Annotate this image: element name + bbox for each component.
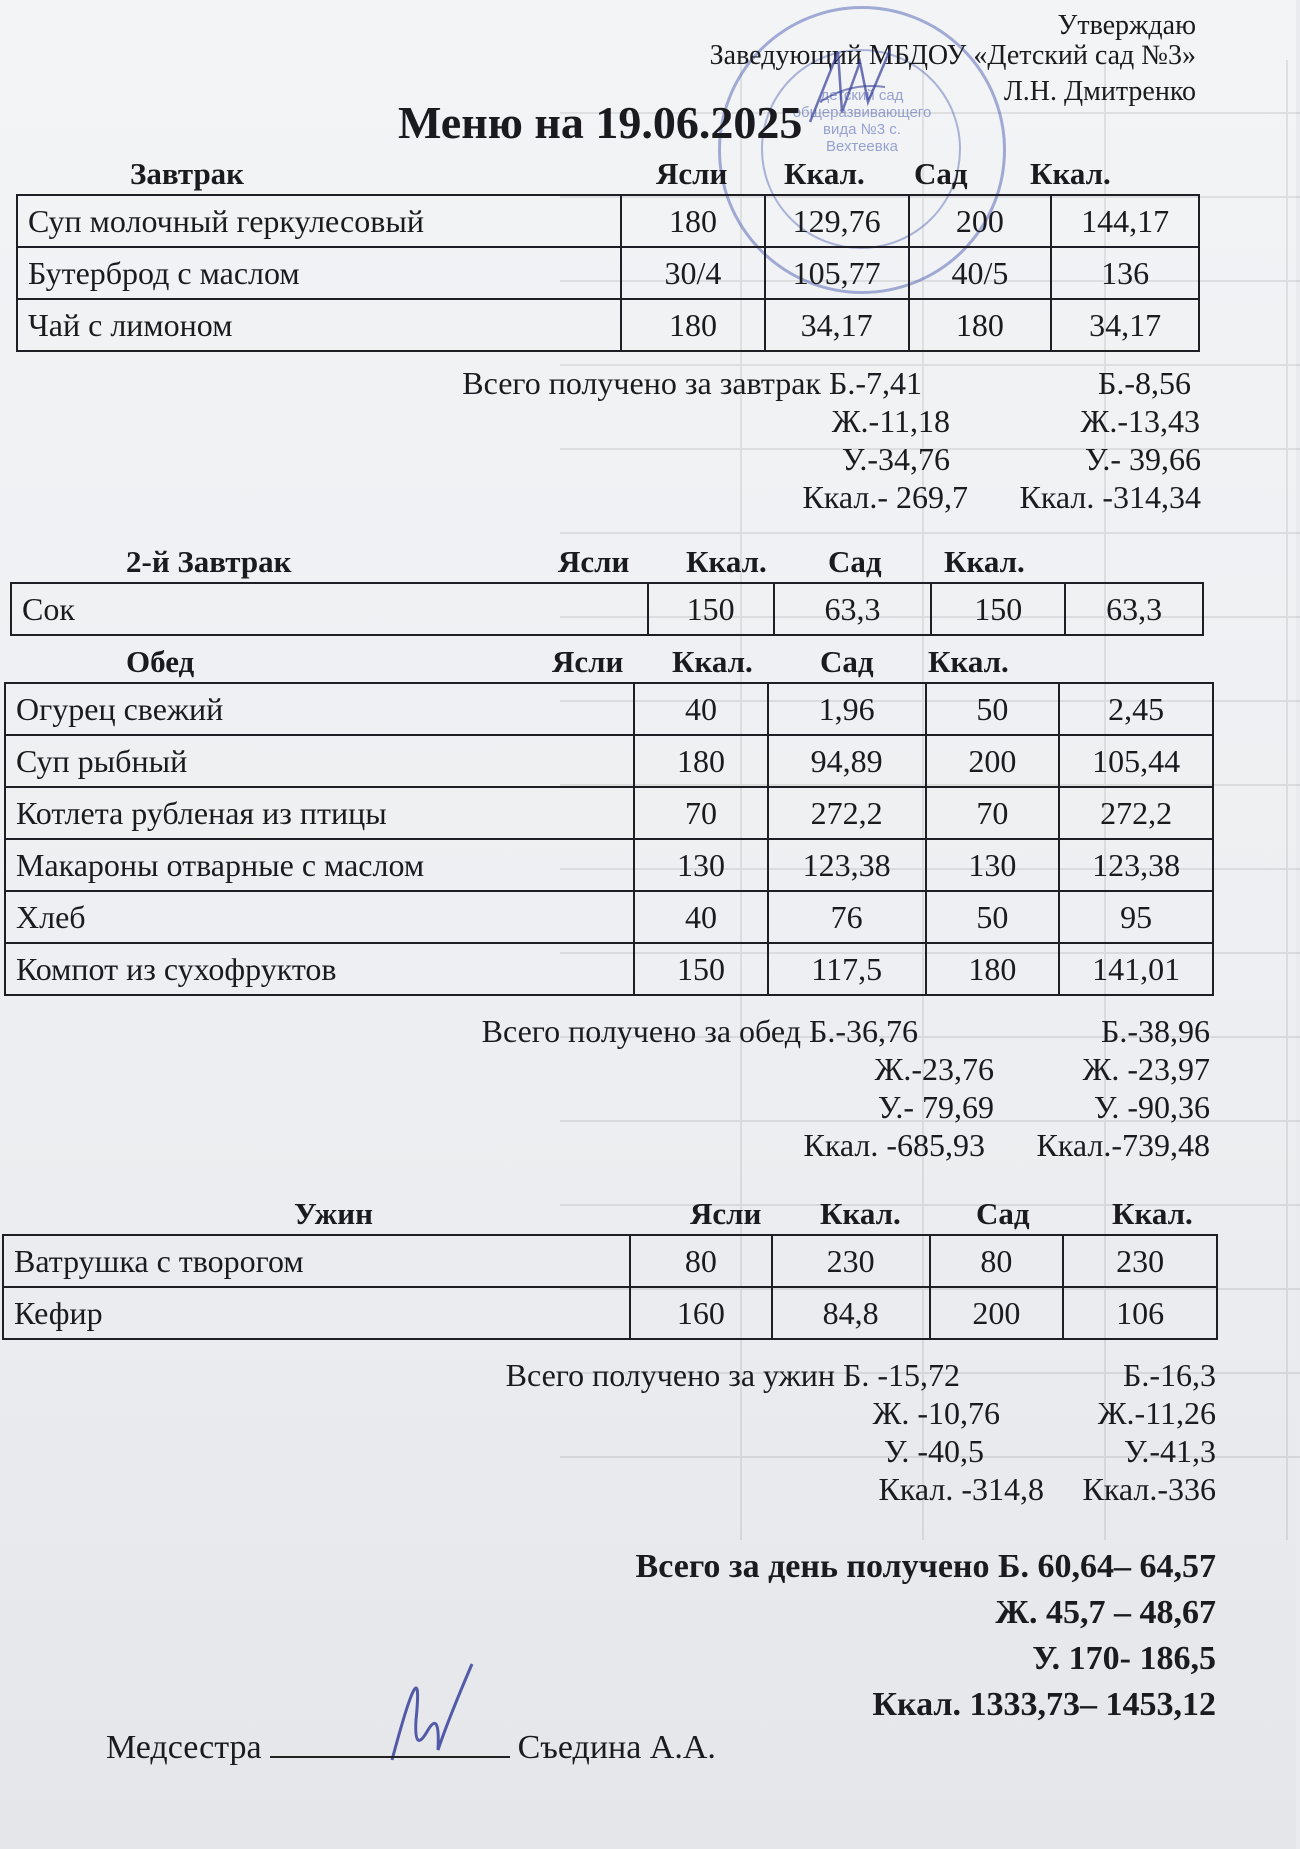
breakfast-totals [0,364,1200,516]
total-line: Ккал.- 269,7 [802,479,968,515]
sad-cell: 40/5 [909,247,1052,299]
menu-row [5,683,1213,735]
col-yasli: Ясли [656,156,728,191]
lunch-table [4,682,1214,996]
page-title: Меню на 19.06.2025 [398,97,803,148]
sad-cell: 180 [926,943,1060,995]
total-line: Ккал. -314,8 [878,1471,1044,1507]
day-total-line: Ж. 45,7 – 48,67 [995,1594,1216,1631]
col-yasli: Ясли [558,544,630,579]
breakfast2-header [0,544,1200,580]
col-kcal: Ккал. [928,644,1009,679]
total-line: Ккал.-336 [1082,1471,1216,1507]
kcal-sad-cell: 141,01 [1059,943,1213,995]
breakfast-table [16,194,1200,352]
menu-row [11,583,1203,635]
kcal-sad-cell: 230 [1063,1235,1217,1287]
lunch-totals [0,1012,1220,1164]
yasli-cell: 80 [630,1235,772,1287]
yasli-cell: 70 [634,787,768,839]
yasli-cell: 160 [630,1287,772,1339]
nurse-label: Медсестра [106,1729,262,1766]
dinner-header [0,1196,1230,1232]
menu-row [5,943,1213,995]
signature-line [270,1728,510,1758]
yasli-cell: 30/4 [621,247,765,299]
menu-row [17,195,1199,247]
total-line: У.- 79,69 [877,1089,994,1125]
kcal-sad-cell: 272,2 [1059,787,1213,839]
col-kcal: Ккал. [820,1196,901,1231]
col-kcal: Ккал. [784,156,865,191]
sad-cell: 200 [926,735,1060,787]
kcal-yasli-cell: 129,76 [765,195,909,247]
sad-cell: 50 [926,683,1060,735]
sad-cell: 180 [909,299,1052,351]
kcal-yasli-cell: 34,17 [765,299,909,351]
menu-row [5,735,1213,787]
section-title: 2-й Завтрак [126,544,292,579]
breakfast2-table [10,582,1204,636]
total-line: У.-34,76 [841,441,950,477]
kcal-sad-cell: 136 [1051,247,1199,299]
kcal-yasli-cell: 272,2 [768,787,926,839]
total-line: Б.-38,96 [1100,1013,1210,1049]
menu-row [3,1235,1217,1287]
yasli-cell: 150 [634,943,768,995]
nurse-name: Съедина А.А. [517,1729,716,1766]
yasli-cell: 180 [621,195,765,247]
sad-cell: 150 [931,583,1065,635]
menu-row [17,299,1199,351]
kcal-sad-cell: 144,17 [1051,195,1199,247]
day-total-line: У. 170- 186,5 [1032,1640,1216,1677]
total-line: У.- 39,66 [1084,441,1201,477]
menu-row [5,839,1213,891]
sad-cell: 200 [909,195,1052,247]
sad-cell: 70 [926,787,1060,839]
col-sad: Сад [976,1196,1030,1231]
yasli-cell: 40 [634,683,768,735]
kcal-sad-cell: 123,38 [1059,839,1213,891]
director-signature [790,42,900,132]
dinner-totals [0,1356,1230,1508]
section-title: Обед [126,644,195,679]
col-sad: Сад [820,644,874,679]
total-line: У. -90,36 [1093,1089,1210,1125]
total-line: Ккал. -314,34 [1019,479,1201,515]
approval-position: Заведующий МБДОУ «Детский сад №3» [709,40,1196,71]
day-total-line: Всего за день получено Б. 60,64– 64,57 [635,1548,1216,1585]
dinner-table [2,1234,1218,1340]
sad-cell: 80 [930,1235,1064,1287]
kcal-yasli-cell: 63,3 [774,583,932,635]
dish-cell: Суп молочный геркулесовый [17,195,621,247]
total-line: Ккал.-739,48 [1036,1127,1210,1163]
kcal-yasli-cell: 123,38 [768,839,926,891]
total-line: Ж.-23,76 [874,1051,994,1087]
kcal-yasli-cell: 117,5 [768,943,926,995]
total-line: Ккал. -685,93 [803,1127,985,1163]
col-kcal: Ккал. [1030,156,1111,191]
kcal-sad-cell: 63,3 [1065,583,1203,635]
total-line: Всего получено за завтрак Б.-7,41 [462,365,922,401]
dish-cell: Чай с лимоном [17,299,621,351]
sad-cell: 130 [926,839,1060,891]
total-line: У.-41,3 [1123,1433,1216,1469]
col-kcal: Ккал. [672,644,753,679]
dish-cell: Суп рыбный [5,735,634,787]
yasli-cell: 150 [648,583,774,635]
approval-name: Л.Н. Дмитренко [1003,76,1196,107]
total-line: Б.-8,56 [1097,365,1191,401]
yasli-cell: 130 [634,839,768,891]
total-line: Ж. -10,76 [872,1395,1000,1431]
total-line: Ж. -23,97 [1082,1051,1210,1087]
nurse-signoff [106,1728,716,1767]
total-line: Ж.-11,18 [831,403,950,439]
col-yasli: Ясли [690,1196,762,1231]
dish-cell: Макароны отварные с маслом [5,839,634,891]
approval-heading: Утверждаю [1057,10,1196,41]
day-total [636,1544,1216,1728]
day-total-line: Ккал. 1333,73– 1453,12 [872,1686,1216,1723]
total-line: Всего получено за ужин Б. -15,72 [505,1357,960,1393]
dish-cell: Ватрушка с творогом [3,1235,630,1287]
yasli-cell: 180 [621,299,765,351]
yasli-cell: 180 [634,735,768,787]
col-yasli: Ясли [552,644,624,679]
col-kcal: Ккал. [944,544,1025,579]
lunch-header [0,644,1200,680]
section-title: Завтрак [130,156,245,191]
dish-cell: Хлеб [5,891,634,943]
kcal-yasli-cell: 1,96 [768,683,926,735]
total-line: Всего получено за обед Б.-36,76 [481,1013,918,1049]
seal-text: детский сад общеразвивающего вида №3 с. Вехтеевка [792,87,932,155]
kcal-yasli-cell: 94,89 [768,735,926,787]
total-line: Ж.-11,26 [1097,1395,1216,1431]
menu-row [5,891,1213,943]
kcal-sad-cell: 34,17 [1051,299,1199,351]
kcal-sad-cell: 106 [1063,1287,1217,1339]
total-line: Ж.-13,43 [1080,403,1200,439]
kcal-yasli-cell: 84,8 [772,1287,930,1339]
col-sad: Сад [828,544,882,579]
total-line: Б.-16,3 [1122,1357,1216,1393]
menu-row [5,787,1213,839]
col-kcal: Ккал. [686,544,767,579]
kcal-sad-cell: 105,44 [1059,735,1213,787]
col-sad: Сад [914,156,968,191]
dish-cell: Кефир [3,1287,630,1339]
dish-cell: Котлета рубленая из птицы [5,787,634,839]
total-line: У. -40,5 [883,1433,984,1469]
kcal-yasli-cell: 105,77 [765,247,909,299]
dish-cell: Сок [11,583,648,635]
dish-cell: Компот из сухофруктов [5,943,634,995]
dish-cell: Огурец свежий [5,683,634,735]
yasli-cell: 40 [634,891,768,943]
breakfast-header [0,156,1200,192]
sad-cell: 200 [930,1287,1064,1339]
menu-row [3,1287,1217,1339]
menu-row [17,247,1199,299]
kcal-yasli-cell: 230 [772,1235,930,1287]
kcal-sad-cell: 95 [1059,891,1213,943]
dish-cell: Бутерброд с маслом [17,247,621,299]
sad-cell: 50 [926,891,1060,943]
section-title: Ужин [294,1196,373,1231]
kcal-sad-cell: 2,45 [1059,683,1213,735]
kcal-yasli-cell: 76 [768,891,926,943]
col-kcal: Ккал. [1112,1196,1193,1231]
